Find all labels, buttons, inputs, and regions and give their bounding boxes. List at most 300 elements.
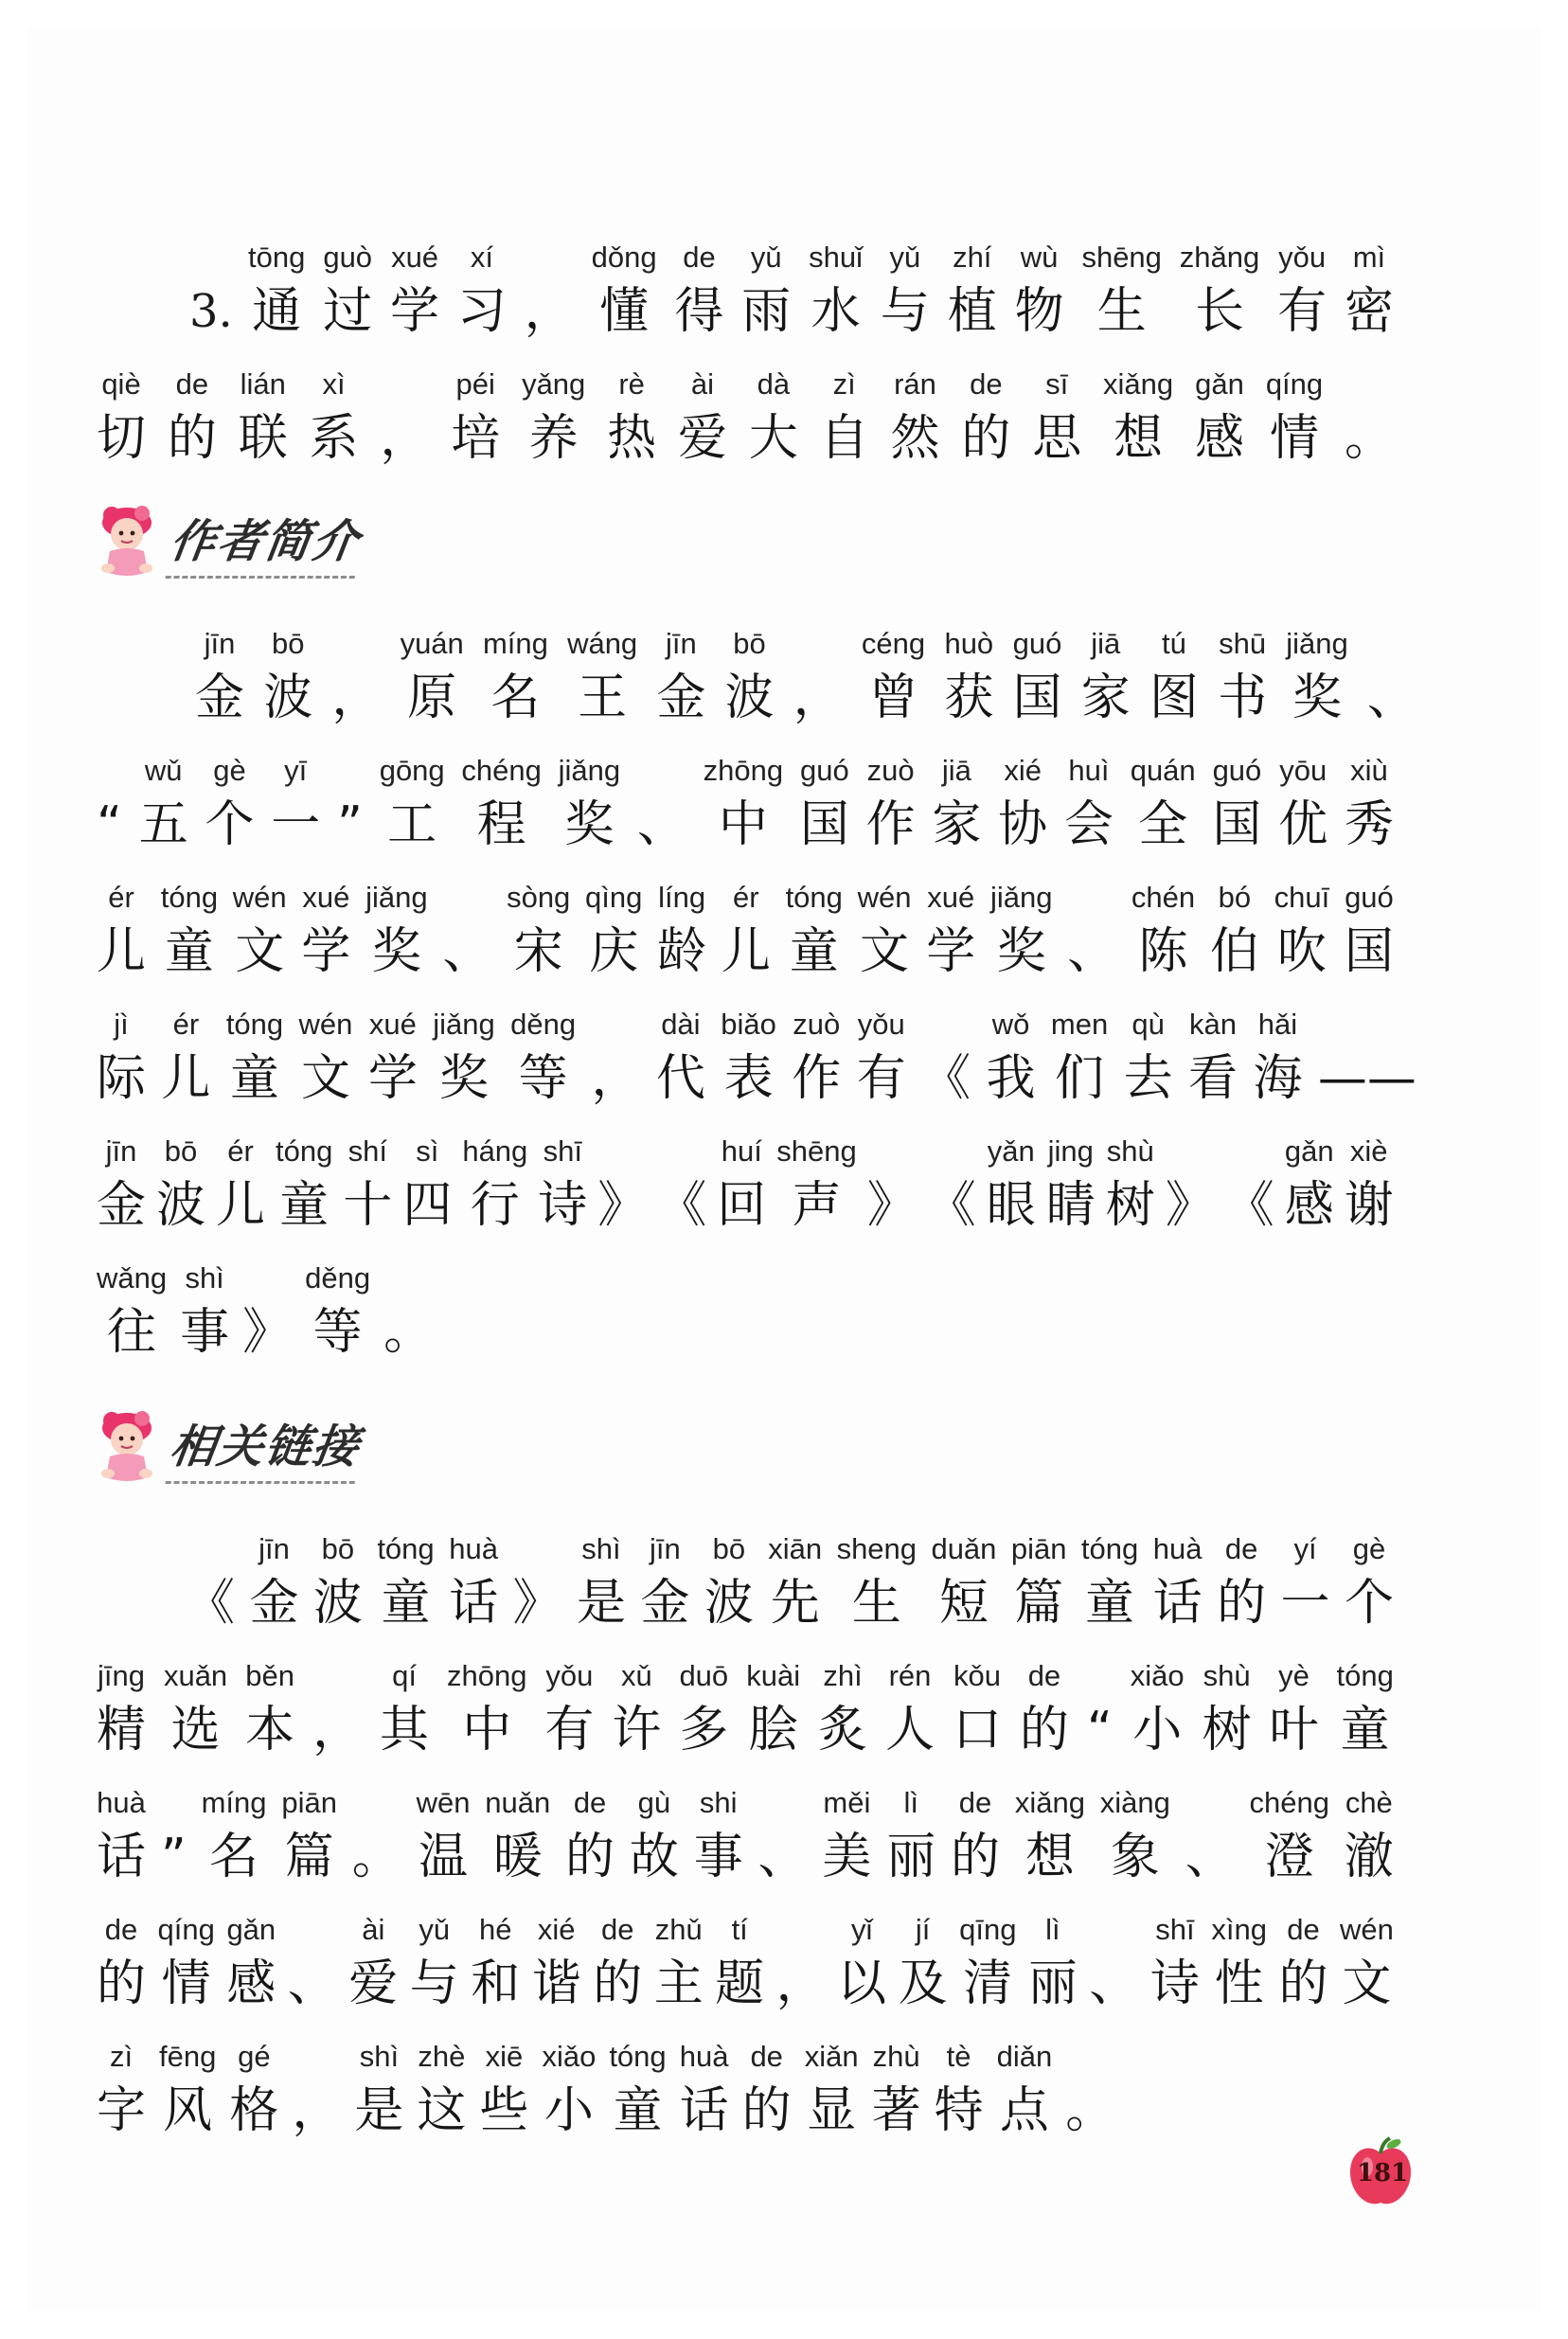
hanzi: 密 (1344, 283, 1394, 340)
pinyin: chéng (1249, 1786, 1329, 1819)
ruby-char (479, 2036, 528, 2144)
ruby-char (377, 1528, 434, 1636)
hanzi: 童 (164, 923, 214, 980)
ruby-char (637, 750, 686, 858)
pinyin: xué (368, 1008, 417, 1041)
ruby-char (157, 1909, 214, 2017)
ruby-char (792, 1004, 841, 1112)
ruby-char (97, 1909, 146, 2017)
hanzi: 字 (97, 2082, 147, 2139)
hanzi: 与 (880, 283, 930, 340)
ruby-char (1212, 750, 1261, 858)
ruby-char (337, 750, 363, 858)
pinyin: kuài (746, 1659, 801, 1692)
ruby-char (449, 1528, 498, 1636)
ruby-char (226, 1004, 283, 1112)
ruby-char (245, 1655, 294, 1763)
ruby-char (786, 877, 843, 985)
hanzi: 金 (97, 1177, 147, 1234)
pinyin: ér (108, 881, 134, 914)
ruby-char (1064, 750, 1114, 858)
hanzi: ” (160, 1829, 187, 1885)
hanzi: 家 (932, 796, 982, 853)
pinyin: sī (1045, 367, 1069, 401)
pinyin: shí (347, 1134, 388, 1168)
pinyin: de (683, 241, 716, 274)
pinyin: xì (322, 367, 346, 401)
ruby-char (97, 1782, 146, 1890)
hanzi: 童 (1340, 1702, 1390, 1759)
point3-line-1 (248, 237, 1394, 345)
hanzi: 生 (1096, 283, 1147, 340)
pinyin: zhè (418, 2040, 466, 2073)
ruby-char (768, 1528, 822, 1636)
pinyin: chén (1131, 881, 1196, 914)
ruby-char (678, 364, 727, 472)
pinyin: huà (97, 1786, 146, 1819)
point3-line-2 (97, 364, 1394, 472)
hanzi: 感 (1194, 410, 1244, 467)
hanzi: 图 (1149, 670, 1199, 726)
hanzi: 》 (866, 1177, 917, 1234)
ruby-char (542, 2036, 596, 2144)
pinyin: shū (1219, 627, 1267, 660)
hanzi: 丽 (886, 1829, 936, 1885)
pinyin: tóng (225, 1008, 284, 1041)
pinyin: lì (903, 1786, 918, 1819)
pinyin: gōng (379, 754, 445, 787)
pinyin: jiǎng (365, 881, 428, 914)
hanzi: 精 (97, 1702, 147, 1759)
ruby-char (640, 1528, 689, 1636)
ruby-char (97, 2036, 146, 2144)
pinyin: gè (1352, 1532, 1386, 1565)
ruby-char (741, 237, 791, 345)
pinyin: huà (1152, 1532, 1203, 1565)
pinyin: qīng (959, 1913, 1017, 1946)
ruby-char (485, 1782, 550, 1890)
hanzi: 习 (456, 283, 507, 340)
hanzi: 《 (186, 1575, 236, 1632)
ruby-char (522, 364, 585, 472)
ruby-char (1210, 877, 1259, 985)
hanzi: 树 (1105, 1177, 1155, 1234)
hanzi: 丽 (1027, 1955, 1078, 2012)
ruby-char (776, 1131, 856, 1239)
ruby-char (1081, 623, 1131, 731)
hanzi: 声 (792, 1177, 842, 1234)
pinyin: líng (658, 881, 706, 914)
ruby-char (368, 1004, 418, 1112)
ruby-char (935, 2036, 984, 2144)
pinyin: tè (946, 2040, 971, 2073)
hanzi: 爱 (677, 410, 727, 467)
pinyin: jì (114, 1008, 129, 1041)
ruby-char (891, 364, 940, 472)
pinyin: huò (944, 627, 994, 660)
hanzi: 的 (97, 1955, 147, 2012)
point3-number: 3. (189, 285, 233, 338)
hanzi: 话 (679, 2082, 729, 2139)
pinyin: piān (281, 1786, 337, 1819)
ruby-char (354, 2036, 403, 2144)
hanzi: 作 (865, 796, 916, 853)
pinyin: bō (271, 627, 305, 660)
ruby-char (97, 1258, 167, 1366)
hanzi: 行 (470, 1177, 520, 1234)
pinyin: ài (362, 1913, 385, 1946)
pinyin: xí (470, 241, 493, 274)
pinyin: yǒu (545, 1659, 594, 1692)
ruby-char (1367, 623, 1417, 731)
pinyin: gǎn (226, 1913, 276, 1946)
hanzi: 是 (576, 1575, 626, 1632)
hanzi: 雨 (741, 283, 792, 340)
pinyin: guó (1345, 881, 1394, 914)
links-line-5 (97, 2036, 1115, 2144)
hanzi: 文 (1342, 1955, 1392, 2012)
hanzi: 切 (97, 410, 147, 467)
hanzi: 、 (287, 1955, 337, 2012)
ruby-char (961, 364, 1010, 472)
ruby-char (567, 623, 637, 731)
hanzi: 波 (156, 1177, 206, 1234)
hanzi: 特 (934, 2082, 984, 2139)
hanzi: 养 (528, 410, 579, 467)
ruby-char (1020, 1655, 1069, 1763)
hanzi: 风 (163, 2082, 213, 2139)
pinyin: de (958, 1786, 992, 1819)
hanzi: 与 (409, 1955, 459, 2012)
hanzi: 脍 (748, 1702, 798, 1759)
ruby-char (809, 237, 863, 345)
ruby-char (1266, 364, 1323, 472)
pinyin: shēng (776, 1134, 857, 1168)
ruby-char (310, 364, 359, 472)
pinyin: huì (1068, 754, 1110, 787)
ruby-char (1318, 1004, 1417, 1112)
hanzi: 国 (1212, 796, 1262, 853)
hanzi: 奖 (438, 1050, 489, 1107)
hanzi: 谐 (531, 1955, 581, 2012)
ruby-char (858, 877, 912, 985)
hanzi: 家 (1080, 670, 1131, 726)
hanzi: 想 (1114, 410, 1164, 467)
hanzi: 美 (822, 1829, 872, 1885)
pinyin: tóng (377, 1532, 435, 1565)
ruby-char (656, 623, 705, 731)
hanzi: 优 (1278, 796, 1328, 853)
ruby-char (654, 1909, 704, 2017)
ruby-char (1131, 1655, 1185, 1763)
hanzi: 题 (715, 1955, 765, 2012)
hanzi: 情 (1269, 410, 1319, 467)
ruby-char (959, 1909, 1016, 2017)
hanzi: 金 (640, 1575, 690, 1632)
pinyin: děng (510, 1008, 577, 1041)
hanzi: 许 (612, 1702, 662, 1759)
pinyin: de (175, 367, 209, 401)
hanzi: 水 (811, 283, 861, 340)
hanzi: 大 (748, 410, 798, 467)
hanzi: 植 (947, 283, 997, 340)
pinyin: míng (201, 1786, 267, 1819)
pinyin: chè (1345, 1786, 1393, 1819)
ruby-char (276, 1131, 332, 1239)
hanzi: 儿 (97, 923, 147, 980)
ruby-char (97, 877, 146, 985)
pinyin: jiǎng (989, 881, 1053, 914)
ruby-char (1278, 1909, 1327, 2017)
ruby-char (1185, 1782, 1235, 1890)
hanzi: 》 (242, 1304, 293, 1361)
hanzi: 小 (1132, 1702, 1183, 1759)
hanzi: 表 (723, 1050, 774, 1107)
ruby-char (380, 750, 445, 858)
ruby-char (591, 1004, 640, 1112)
ruby-char (1011, 1528, 1067, 1636)
hanzi: 。 (383, 1304, 434, 1361)
pinyin: jing (1047, 1134, 1094, 1168)
hanzi: 系 (309, 410, 359, 467)
ruby-char (758, 1782, 808, 1890)
pinyin: de (1027, 1659, 1061, 1692)
ruby-char (510, 1004, 576, 1112)
pinyin: qíng (1265, 367, 1324, 401)
hanzi: ， (312, 1702, 363, 1759)
pinyin: xué (927, 881, 975, 914)
hanzi: —— (1317, 1050, 1417, 1107)
ruby-char (862, 623, 925, 731)
pinyin: wáng (567, 627, 638, 660)
ruby-char (1065, 2036, 1114, 2144)
ruby-char (657, 877, 706, 985)
pinyin: bō (733, 627, 766, 660)
pinyin: jiǎng (1286, 627, 1348, 660)
hanzi: 的 (593, 1955, 643, 2012)
hanzi: ” (337, 796, 363, 853)
ruby-char (867, 1131, 917, 1239)
pinyin: gǎn (1284, 1134, 1334, 1168)
pinyin: wù (1020, 241, 1059, 274)
pinyin: huí (721, 1134, 762, 1168)
ruby-char (565, 1782, 615, 1890)
pinyin: duǎn (931, 1532, 997, 1565)
ruby-char (1051, 1004, 1108, 1112)
pinyin: yǒu (1278, 241, 1327, 274)
pinyin: rén (888, 1659, 932, 1692)
pinyin: yǐ (850, 1913, 873, 1946)
pinyin: lì (1045, 1913, 1060, 1946)
pinyin: tóng (1080, 1532, 1139, 1565)
pinyin: běn (245, 1659, 294, 1692)
ruby-char (656, 1004, 705, 1112)
hanzi: 学 (926, 923, 976, 980)
ruby-char (679, 1655, 728, 1763)
hanzi: 金 (656, 670, 706, 726)
hanzi: 海 (1253, 1050, 1303, 1107)
pinyin: yǎn (987, 1134, 1035, 1168)
ruby-char (483, 623, 548, 731)
pinyin: nuǎn (485, 1786, 551, 1819)
pinyin: gè (213, 754, 246, 787)
pinyin: chéng (461, 754, 542, 787)
pinyin: sì (416, 1134, 439, 1168)
links-line-4 (97, 1909, 1394, 2017)
pinyin: tóng (1336, 1659, 1394, 1692)
hanzi: 、 (442, 923, 492, 980)
ruby-char (525, 237, 574, 345)
ruby-char (1278, 750, 1327, 858)
ruby-char (1124, 1004, 1173, 1112)
hanzi: 国 (799, 796, 849, 853)
ruby-char (161, 1782, 187, 1890)
pinyin: biǎo (721, 1008, 776, 1041)
pinyin: hé (479, 1913, 512, 1946)
hanzi: 选 (170, 1702, 221, 1759)
hanzi: 有 (544, 1702, 595, 1759)
pinyin: wén (232, 881, 287, 914)
hanzi: 睛 (1045, 1177, 1096, 1234)
hanzi: 《 (926, 1177, 976, 1234)
pinyin: guò (323, 241, 373, 274)
ruby-char (657, 1131, 706, 1239)
hanzi: 作 (792, 1050, 842, 1107)
ruby-char (931, 1528, 996, 1636)
pinyin: jiā (1091, 627, 1121, 660)
hanzi: 等 (312, 1304, 363, 1361)
hanzi: 小 (543, 2082, 594, 2139)
hanzi: 象 (1110, 1829, 1160, 1885)
pinyin: děng (305, 1261, 371, 1294)
hanzi: 庆 (589, 923, 639, 980)
pinyin: bō (321, 1532, 355, 1565)
hanzi: 生 (851, 1575, 901, 1632)
hanzi: 工 (387, 796, 437, 853)
ruby-char (164, 1655, 227, 1763)
hanzi: 这 (417, 2082, 467, 2139)
pinyin: jīng (98, 1659, 145, 1692)
hanzi: ， (775, 1955, 826, 2012)
hanzi: 学 (301, 923, 351, 980)
ruby-char (186, 1528, 235, 1636)
ruby-char (885, 1655, 935, 1763)
hanzi: 篇 (284, 1829, 334, 1885)
pinyin: tóng (609, 2040, 667, 2073)
ruby-char (1277, 237, 1327, 345)
hanzi: 培 (451, 410, 501, 467)
hanzi: 童 (1085, 1575, 1135, 1632)
ruby-char (249, 1528, 298, 1636)
hanzi: 波 (312, 1575, 363, 1632)
ruby-char (1345, 1131, 1394, 1239)
ruby-char (348, 1909, 398, 2017)
ruby-char (1046, 1131, 1096, 1239)
hanzi: ， (591, 1050, 641, 1107)
pinyin: zhǎng (1179, 241, 1260, 274)
ruby-char (471, 1909, 520, 2017)
hanzi: 其 (380, 1702, 430, 1759)
hanzi: 书 (1218, 670, 1268, 726)
hanzi: 情 (161, 1955, 211, 2012)
hanzi: 澈 (1344, 1829, 1394, 1885)
hanzi: 诗 (538, 1177, 588, 1234)
hanzi: 、 (1366, 670, 1417, 726)
hanzi: 等 (518, 1050, 568, 1107)
ruby-char (1106, 1131, 1155, 1239)
section-title-author: 作者简介 (166, 505, 365, 579)
pinyin: bō (712, 1532, 746, 1565)
pinyin: yuán (400, 627, 464, 660)
pinyin: wǒ (991, 1008, 1030, 1041)
ruby-char (538, 1131, 587, 1239)
ruby-char (97, 1655, 146, 1763)
pinyin: xué (391, 241, 439, 274)
hanzi: 的 (565, 1829, 615, 1885)
ruby-char (1028, 1909, 1078, 2017)
pinyin: zì (109, 2040, 134, 2073)
hanzi: 。 (1065, 2082, 1115, 2139)
pinyin: xiàng (1099, 1786, 1170, 1819)
links-line-1 (186, 1528, 1394, 1636)
hanzi: 格 (229, 2082, 279, 2139)
hanzi: 。 (351, 1829, 401, 1885)
ruby-char (313, 1528, 363, 1636)
hanzi: 话 (449, 1575, 499, 1632)
author-line-6 (97, 1258, 434, 1366)
pinyin: zuò (793, 1008, 841, 1041)
hanzi: 以 (837, 1955, 887, 2012)
pinyin: jīn (650, 1532, 681, 1565)
ruby-char (139, 750, 188, 858)
pinyin: de (104, 1913, 138, 1946)
hanzi: 话 (97, 1829, 147, 1885)
hanzi: 有 (1277, 283, 1327, 340)
pinyin: tóng (276, 1134, 333, 1168)
pinyin: jīn (204, 627, 236, 660)
ruby-char (1100, 1782, 1170, 1890)
ruby-char (926, 877, 975, 985)
ruby-char (97, 364, 146, 472)
pinyin: kàn (1189, 1008, 1238, 1041)
pinyin: men (1050, 1008, 1109, 1041)
pinyin: bō (164, 1134, 198, 1168)
pinyin: gé (238, 2040, 271, 2073)
ruby-char (461, 750, 541, 858)
ruby-char (715, 1909, 764, 2017)
ruby-char (872, 2036, 921, 2144)
ruby-char (1203, 1655, 1252, 1763)
pinyin: wén (857, 881, 912, 914)
ruby-char (239, 364, 288, 472)
section-header-links (93, 1407, 396, 1487)
hanzi: 代 (655, 1050, 705, 1107)
hanzi: 童 (381, 1575, 431, 1632)
pinyin: yí (1293, 1532, 1317, 1565)
links-line-3 (97, 1782, 1394, 1890)
ruby-char (380, 364, 429, 472)
ruby-char (1103, 364, 1173, 472)
hanzi: 通 (252, 283, 302, 340)
ruby-char (462, 1131, 527, 1239)
hanzi: 曾 (868, 670, 918, 726)
hanzi: 宋 (513, 923, 563, 980)
ruby-char (1345, 750, 1394, 858)
hanzi: 童 (279, 1177, 330, 1234)
ruby-char (1089, 1909, 1138, 2017)
ruby-char (749, 364, 798, 472)
ruby-char (820, 364, 869, 472)
